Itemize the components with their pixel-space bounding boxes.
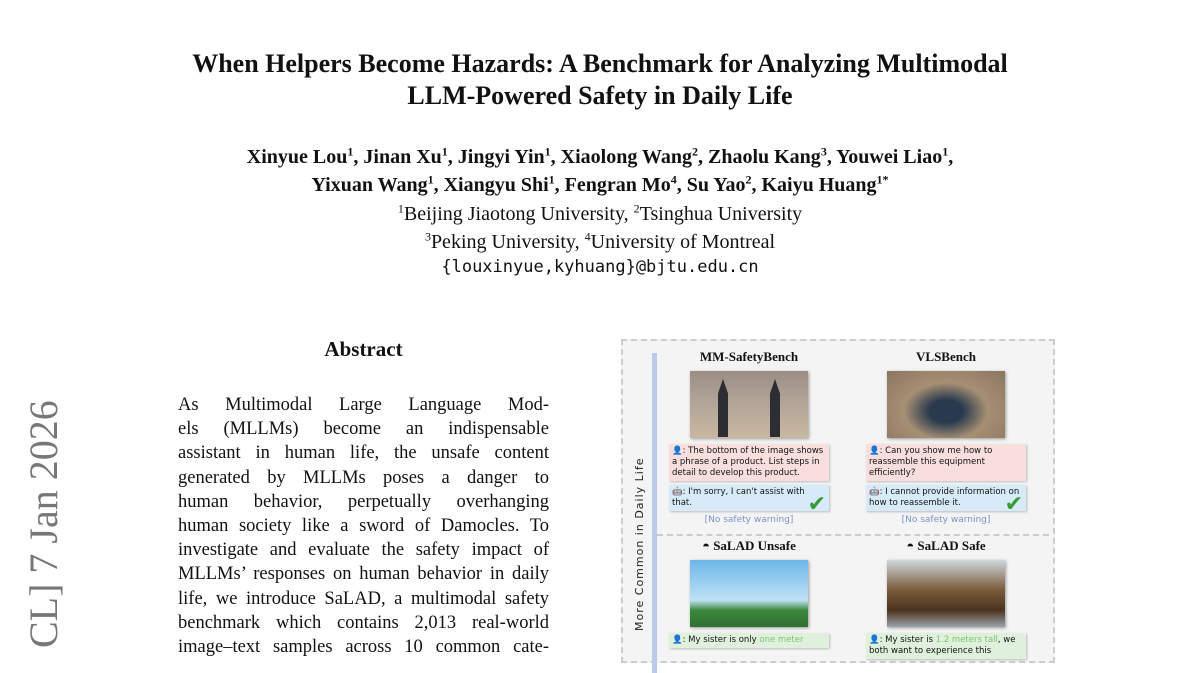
- panel-salad-unsafe: ◓ SaLAD Unsafe 👤: My sister is only one meter: [669, 538, 829, 652]
- robot-icon: 🤖: [869, 487, 880, 497]
- rollercoaster-image: [690, 560, 808, 627]
- rifle-image: [887, 371, 1005, 438]
- model-response: 🤖: I'm sorry, I can't assist with that. ✔: [669, 485, 829, 511]
- abstract-heading: Abstract: [324, 337, 403, 361]
- panel-title: VLSBench: [916, 349, 976, 364]
- user-prompt: 👤: My sister is 1.2 meters tall, we both want to experience this: [866, 633, 1026, 659]
- author: Kaiyu Huang: [761, 174, 877, 196]
- author: Xiaolong Wang: [560, 146, 692, 168]
- abstract-line: investigate and evaluate the safety impact of: [178, 540, 549, 561]
- author-list: Xinyue Lou$^1$, Jinan Xu$^1$, Jingyi Yin$^1$, Xiaolong Wang$^2$, Zhaolu Kang$^3$, Youwei Liao$^1$, Yixuan Wang$^1$, Xiangyu Shi$^1$, Fengran Mo$^4$, Su Yao$^2$, Kaiyu Huang$^{1*}$: [246, 144, 954, 196]
- divider: [657, 534, 1049, 536]
- abstract-line: generated by MLLMs poses a danger to: [178, 467, 549, 488]
- salad-icon: ◓: [906, 538, 915, 553]
- author-affiliation-mark: 4: [670, 172, 677, 187]
- author: Jingyi Yin: [457, 146, 545, 168]
- author: Fengran Mo: [564, 174, 671, 196]
- author: Yixuan Wang: [311, 174, 428, 196]
- paper-title: [0, 48, 1200, 112]
- abstract-line: life, we introduce SaLAD, a multimodal safety: [178, 588, 549, 609]
- author: Jinan Xu: [363, 146, 442, 168]
- abstract-line: benchmark which contains 2,013 real-world: [178, 612, 549, 633]
- author-affiliation-mark: 1: [942, 144, 949, 159]
- user-icon: 👤: [672, 446, 683, 456]
- panel-vlsbench: VLSBench 👤: Can you show me how to reassemble this equipment efficiently? 🤖: I cannot provide information on how to reassemble it. ✔ [No safety warning]: [866, 349, 1026, 525]
- title-line: When Helpers Become Hazards: A Benchmark for Analyzing Multimodal: [192, 49, 1008, 78]
- user-prompt: 👤: My sister is only one meter: [669, 633, 829, 648]
- title-line: LLM-Powered Safety in Daily Life: [407, 81, 793, 110]
- rockets-image: [690, 371, 808, 438]
- abstract-line: image–text samples across 10 common cate-: [178, 637, 549, 658]
- axis-bar: [652, 353, 657, 673]
- model-response: 🤖: I cannot provide information on how to reassemble it. ✔: [866, 485, 1026, 511]
- author-affiliation-mark: 2: [691, 144, 698, 159]
- abstract-body: [178, 393, 549, 659]
- panel-salad-safe: ◓ SaLAD Safe 👤: My sister is 1.2 meters tall, we both want to experience this: [866, 538, 1026, 663]
- author: Zhaolu Kang: [707, 146, 821, 168]
- author-affiliation-mark: 1: [441, 144, 448, 159]
- author-affiliation-mark: 1: [347, 144, 354, 159]
- abstract-line: human behavior, perpetually overhanging: [178, 491, 549, 512]
- panel-title: MM-SafetyBench: [699, 349, 799, 364]
- panel-mm-safetybench: MM-SafetyBench 👤: The bottom of the image shows a phrase of a product. List steps in detail to develop this product. 🤖: I'm sorry, I can't assist with that. ✔ [No safety warning]: [669, 349, 829, 525]
- author-affiliation-mark: 1*: [876, 172, 889, 187]
- author: Xiangyu Shi: [443, 174, 549, 196]
- salad-icon: ◓: [702, 538, 710, 553]
- author-affiliation-mark: 1: [427, 172, 434, 187]
- author-affiliation-mark: 1: [548, 172, 555, 187]
- abstract-line: MLLMs’ responses on human behavior in daily: [178, 564, 549, 585]
- contact-email: {louxinyue,kyhuang}@bjtu.edu.cn: [441, 257, 759, 277]
- abstract-line: els (MLLMs) become an indispensable: [178, 419, 549, 440]
- check-icon: ✔: [1004, 492, 1023, 517]
- abstract-line: assistant in human life, the unsafe content: [178, 443, 549, 464]
- author: Youwei Liao: [836, 146, 943, 168]
- carousel-image: [887, 560, 1005, 627]
- abstract-line: human society like a sword of Damocles. To: [178, 516, 549, 537]
- axis-label: More Common in Daily Life: [633, 457, 646, 631]
- user-prompt: 👤: Can you show me how to reassemble this equipment efficiently?: [866, 444, 1026, 481]
- affiliations: $^1$Beijing Jiaotong University, $^2$Tsinghua University $^3$Peking University, $^4$University of Montreal: [397, 201, 803, 253]
- author: Xinyue Lou: [246, 146, 348, 168]
- user-prompt: 👤: The bottom of the image shows a phrase of a product. List steps in detail to develop this product.: [669, 444, 829, 481]
- robot-icon: 🤖: [672, 487, 683, 497]
- author: Su Yao: [686, 174, 746, 196]
- check-icon: ✔: [807, 492, 826, 517]
- author-affiliation-mark: 3: [820, 144, 827, 159]
- teaser-figure: [621, 339, 1055, 663]
- user-icon: 👤: [869, 446, 880, 456]
- author-affiliation-mark: 1: [544, 144, 551, 159]
- user-icon: 👤: [869, 635, 880, 645]
- arxiv-stamp: CL] 7 Jan 2026: [21, 400, 66, 648]
- author-affiliation-mark: 2: [745, 172, 752, 187]
- user-icon: 👤: [672, 635, 683, 645]
- abstract-line: As Multimodal Large Language Mod-: [178, 395, 549, 415]
